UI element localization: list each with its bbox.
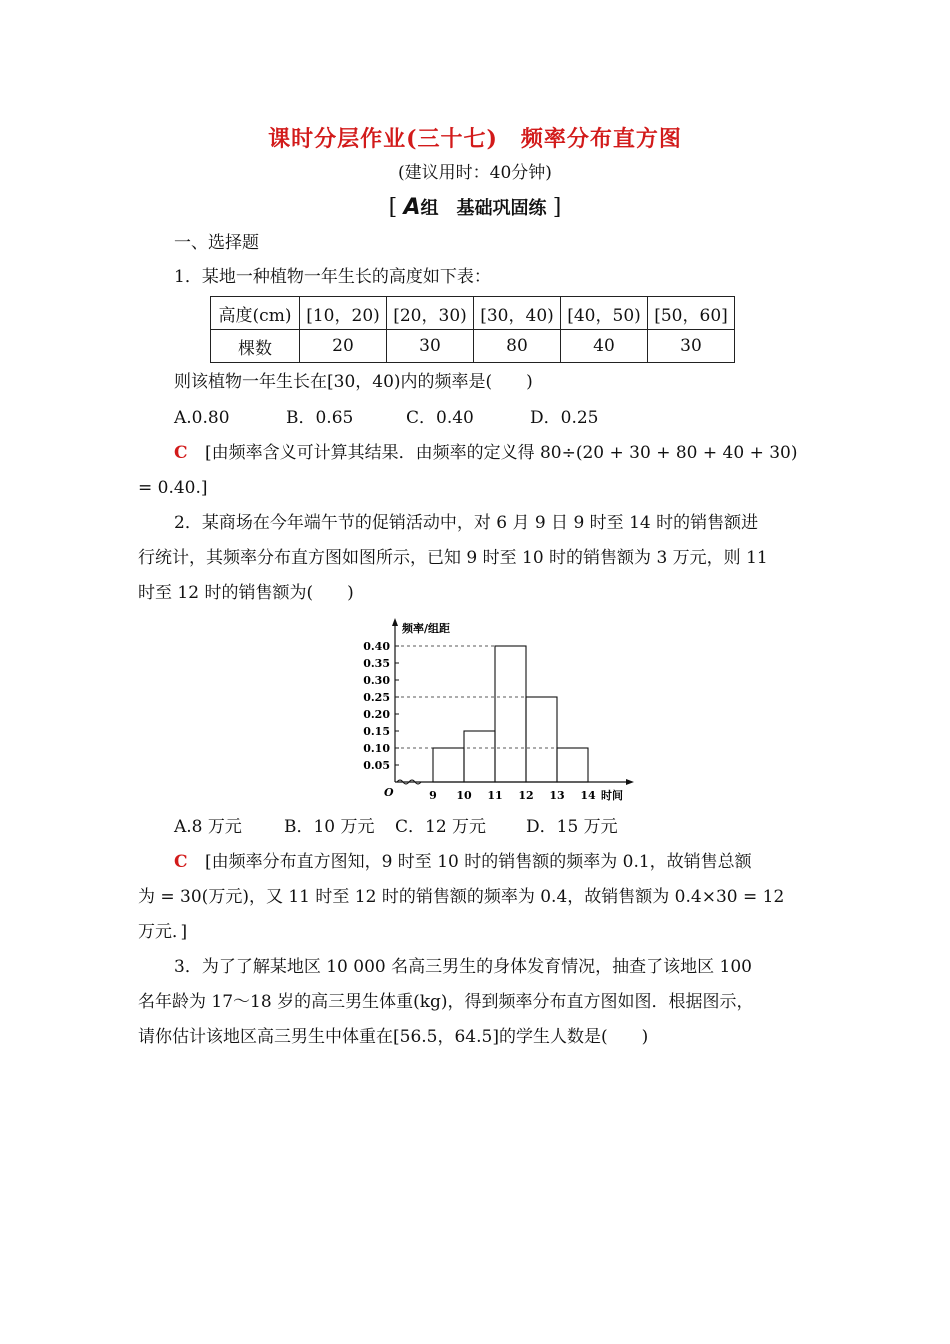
table-cell: 40 <box>561 330 648 363</box>
q2-explanation-text: [由频率分布直方图知，9 时至 10 时的销售额的频率为 0.1，故销售总额 <box>204 852 752 872</box>
group-left-bracket: [ <box>388 195 398 220</box>
group-heading <box>0 194 950 220</box>
table-cell: 30 <box>387 330 474 363</box>
y-tick-label: 0.30 <box>363 674 390 687</box>
origin-label: O <box>384 786 394 799</box>
y-tick-label: 0.15 <box>363 725 390 738</box>
q1-explanation-line1 <box>174 436 797 471</box>
q2-option-b: B．10 万元 <box>284 817 375 837</box>
y-tick-label: 0.25 <box>363 691 390 704</box>
q2-option-c: C．12 万元 <box>395 817 487 837</box>
height-table <box>210 296 735 363</box>
table-cell: [20，30) <box>387 297 474 330</box>
group-right-bracket: ] <box>552 195 562 220</box>
table-header-cell: 高度(cm) <box>211 297 300 330</box>
q1-option-c: C．0.40 <box>406 408 474 428</box>
x-tick-label: 9 <box>429 789 437 802</box>
q1-explanation-line2: = 0.40.] <box>138 478 208 498</box>
table-row <box>211 330 735 363</box>
y-tick-label: 0.05 <box>363 759 390 772</box>
group-label: 组 基础巩固练 <box>420 198 547 219</box>
q2-option-a: A.8 万元 <box>174 817 242 837</box>
q2-stem-line3: 时至 12 时的销售额为( ) <box>138 583 354 603</box>
table-cell: 80 <box>474 330 561 363</box>
y-tick-label: 0.10 <box>363 742 390 755</box>
table-cell: [30，40) <box>474 297 561 330</box>
q2-answer: C <box>174 852 188 872</box>
x-axis-arrow <box>626 779 634 785</box>
section-title: 一、选择题 <box>174 233 259 253</box>
histogram-bar <box>495 646 526 782</box>
q1-stem: 1．某地一种植物一年生长的高度如下表： <box>174 267 491 287</box>
page-title: 课时分层作业(三十七) 频率分布直方图 <box>268 126 682 152</box>
histogram-bar <box>557 748 588 782</box>
y-axis-arrow <box>392 618 398 626</box>
x-tick-label: 10 <box>456 789 472 802</box>
y-tick-label: 0.35 <box>363 657 390 670</box>
q1-option-b: B．0.65 <box>286 408 354 428</box>
table-cell: [40，50) <box>561 297 648 330</box>
table-cell: 30 <box>648 330 735 363</box>
q1-explanation-text: [由频率含义可计算其结果．由频率的定义得 80÷(20 + 30 + 80 + 40 + 30) <box>204 443 798 463</box>
q2-stem-line2: 行统计，其频率分布直方图如图所示，已知 9 时至 10 时的销售额为 3 万元，则 11 <box>138 548 768 568</box>
x-tick-label: 13 <box>549 789 565 802</box>
y-axis-label: 频率/组距 <box>402 622 451 635</box>
y-tick-label: 0.40 <box>363 640 390 653</box>
q3-stem-line2: 名年龄为 17～18 岁的高三男生体重(kg)，得到频率分布直方图如图．根据图示， <box>138 992 754 1012</box>
q1-question: 则该植物一年生长在[30，40)内的频率是( ) <box>174 372 533 392</box>
q2-explanation-line2: 为 = 30(万元)，又 11 时至 12 时的销售额的频率为 0.4，故销售额为 0.4×30 = 12 <box>138 887 785 907</box>
sales-histogram <box>340 612 640 807</box>
table-cell: 20 <box>300 330 387 363</box>
x-tick-label: 11 <box>487 789 503 802</box>
histogram-bar <box>464 731 495 782</box>
table-cell: [50，60] <box>648 297 735 330</box>
x-tick-label: 12 <box>518 789 534 802</box>
q1-option-a: A.0.80 <box>174 408 230 428</box>
q2-explanation-line1 <box>174 845 752 880</box>
y-tick-label: 0.20 <box>363 708 390 721</box>
x-tick-label: 14 <box>580 789 596 802</box>
q3-stem-line1: 3．为了了解某地区 10 000 名高三男生的身体发育情况，抽查了该地区 100 <box>174 957 752 977</box>
table-row <box>211 297 735 330</box>
group-letter: A <box>403 195 421 220</box>
q2-explanation-line3: 万元．] <box>138 922 188 942</box>
q2-option-d: D．15 万元 <box>526 817 618 837</box>
x-axis-label: 时间 <box>601 789 623 802</box>
q1-answer: C <box>174 443 188 463</box>
suggested-time: (建议用时：40分钟) <box>398 163 552 183</box>
q2-stem-line1: 2．某商场在今年端午节的促销活动中，对 6 月 9 日 9 时至 14 时的销售额进 <box>174 513 759 533</box>
histogram-bar <box>433 748 464 782</box>
q1-option-d: D．0.25 <box>530 408 599 428</box>
table-cell: [10，20) <box>300 297 387 330</box>
table-header-cell: 棵数 <box>211 330 300 363</box>
q3-stem-line3: 请你估计该地区高三男生中体重在[56.5，64.5]的学生人数是( ) <box>138 1027 649 1047</box>
histogram-bar <box>526 697 557 782</box>
